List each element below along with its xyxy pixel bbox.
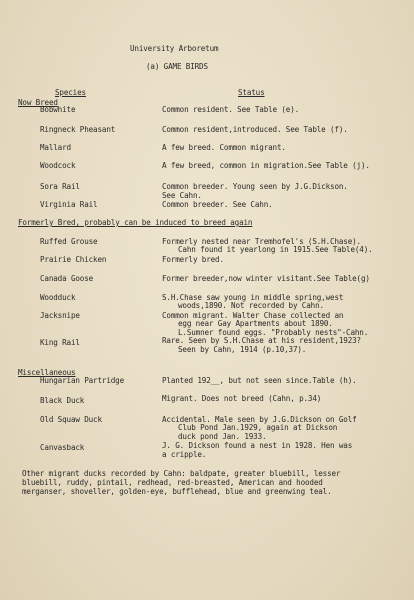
- status-line: S.H.Chase saw young in middle spring,west: [162, 293, 344, 302]
- species-name: Sora Rail: [40, 182, 80, 191]
- species-name: Hungarian Partridge: [40, 376, 125, 385]
- status-line: Formerly nested near Tremhofel's (S.H.Chase).: [162, 237, 361, 246]
- species-name: Mallard: [40, 143, 71, 152]
- species-name: Prairie Chicken: [40, 255, 107, 264]
- status-line: Common migrant. Walter Chase collected an: [162, 311, 344, 320]
- status-line: L.Sumner found eggs. "Probably nests"-Cahn.: [178, 328, 369, 337]
- species-name: Virginia Rail: [40, 200, 98, 209]
- footnote-line: bluebill, ruddy, pintail, redhead, red-breasted, American and hooded: [22, 478, 323, 487]
- species-name: Ruffed Grouse: [40, 237, 98, 246]
- status-line: duck pond Jan. 1933.: [178, 432, 267, 441]
- status-line: Common breeder. See Cahn.: [162, 200, 273, 209]
- status-line: Cahn found it yearlong in 1915.See Table(4).: [178, 245, 373, 254]
- status-line: egg near Gay Apartments about 1890.: [178, 319, 333, 328]
- species-name: Bobwhite: [40, 105, 76, 114]
- status-line: Accidental. Male seen by J.G.Dickson on Golf: [162, 415, 357, 424]
- group-heading-now-breed: Now Breed: [18, 98, 58, 107]
- species-name: Woodcock: [40, 161, 76, 170]
- status-line: Common resident. See Table (e).: [162, 105, 300, 114]
- institution-title: University Arboretum: [130, 44, 219, 53]
- status-line: See Cahn.: [162, 191, 202, 200]
- status-line: a cripple.: [162, 450, 207, 459]
- status-line: woods,1890. Not recorded by Cahn.: [178, 301, 324, 310]
- species-name: Canada Goose: [40, 274, 94, 283]
- status-line: Rare. Seen by S.H.Chase at his resident,1923?: [162, 336, 361, 345]
- status-line: Seen by Cahn, 1914 (p.10,37).: [178, 345, 307, 354]
- status-line: Planted 192__, but not seen since.Table (h).: [162, 376, 357, 385]
- species-name: Canvasback: [40, 443, 85, 452]
- species-name: King Rail: [40, 338, 80, 347]
- status-line: Former breeder,now winter visitant.See Table(g): [162, 274, 370, 283]
- footnote-line: Other migrant ducks recorded by Cahn: baldpate, greater bluebill, lesser: [22, 469, 341, 478]
- species-name: Ringneck Pheasant: [40, 125, 116, 134]
- group-heading-miscellaneous: Miscellaneous: [18, 368, 76, 377]
- footnote-line: merganser, shoveller, golden-eye, bufflehead, blue and greenwing teal.: [22, 487, 332, 496]
- status-line: A few breed, common in migration.See Table (j).: [162, 161, 370, 170]
- species-name: Black Duck: [40, 396, 85, 405]
- status-line: Common breeder. Young seen by J.G.Dickson.: [162, 182, 348, 191]
- section-title: (a) GAME BIRDS: [146, 62, 208, 71]
- species-column-header: Species: [55, 88, 86, 97]
- status-column-header: Status: [238, 88, 265, 97]
- status-line: J. G. Dickson found a nest in 1928. Hen was: [162, 441, 353, 450]
- group-heading-formerly-bred: Formerly Bred, probably can be induced to breed again: [18, 218, 253, 227]
- species-name: Jacksnipe: [40, 311, 80, 320]
- status-line: Migrant. Does not breed (Cahn, p.34): [162, 394, 322, 403]
- status-line: Common resident,introduced. See Table (f).: [162, 125, 348, 134]
- status-line: Club Pond Jan.1929, again at Dickson: [178, 423, 338, 432]
- status-line: A few breed. Common migrant.: [162, 143, 286, 152]
- species-name: Woodduck: [40, 293, 76, 302]
- species-name: Old Squaw Duck: [40, 415, 102, 424]
- status-line: Formerly bred.: [162, 255, 224, 264]
